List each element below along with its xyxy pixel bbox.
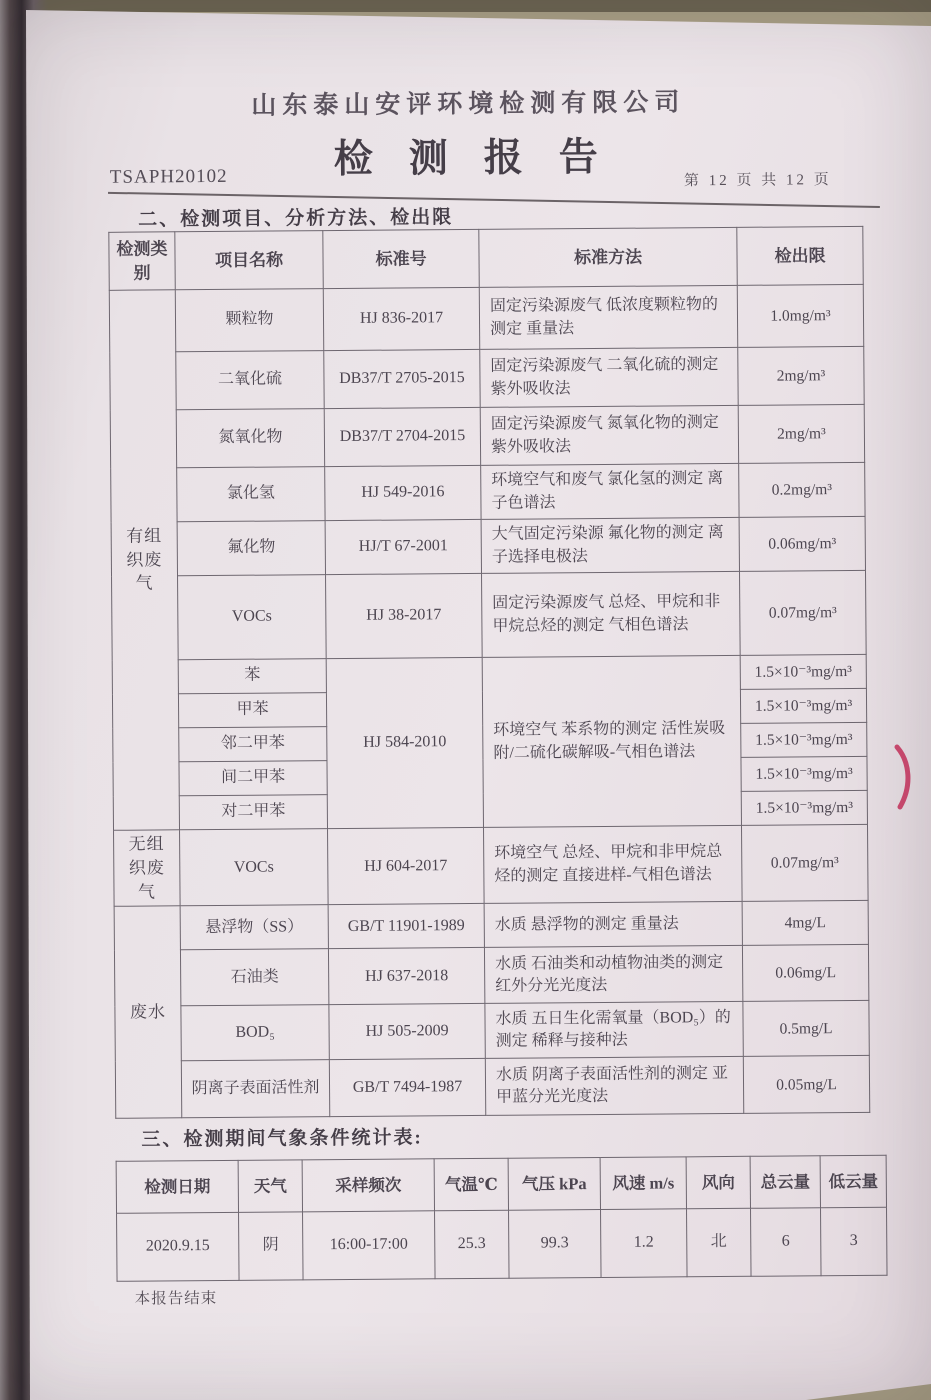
sampling-frequency-cell: 16:00-17:00 [303, 1211, 436, 1280]
col-header-pressure: 气压 kPa [508, 1157, 600, 1210]
col-header-limit: 检出限 [737, 226, 863, 285]
method-cell: 固定污染源废气 低浓度颗粒物的测定 重量法 [479, 285, 737, 349]
method-cell: 固定污染源废气 二氧化硫的测定 紫外吸收法 [480, 347, 738, 407]
standard-cell: HJ 637-2018 [328, 948, 484, 1005]
item-cell: VOCs [178, 575, 327, 660]
total-cloud-cell: 6 [751, 1208, 822, 1277]
weather-data-row [117, 1207, 888, 1281]
standard-cell: HJ 836-2017 [323, 287, 479, 350]
table-row [115, 1056, 869, 1119]
table-row [114, 945, 868, 1007]
item-cell: 氟化物 [177, 521, 325, 576]
col-header-method: 标准方法 [479, 227, 737, 287]
weather-conditions-table [116, 1155, 888, 1282]
method-cell: 大气固定污染源 氟化物的测定 离子选择电极法 [481, 517, 739, 573]
method-cell: 水质 石油类和动植物油类的测定 红外分光光度法 [484, 946, 742, 1004]
standard-cell-merged: HJ 584-2010 [326, 657, 483, 828]
item-cell: 苯 [178, 659, 326, 694]
limit-cell: 4mg/L [742, 901, 868, 946]
limit-cell: 0.07mg/m³ [741, 824, 868, 901]
method-cell: 环境空气和废气 氯化氢的测定 离子色谱法 [481, 463, 739, 519]
item-cell: 二氧化硫 [176, 351, 324, 410]
standard-cell: HJ 38-2017 [326, 573, 483, 658]
limit-cell: 0.07mg/m³ [739, 570, 866, 655]
col-header-standard: 标准号 [323, 229, 479, 288]
weather-cell: 阴 [239, 1212, 304, 1281]
col-header-sampling-frequency: 采样频次 [302, 1159, 434, 1212]
standard-cell: HJ/T 67-2001 [325, 519, 481, 574]
standard-cell: HJ 549-2016 [325, 465, 481, 520]
section3-heading: 三、检测期间气象条件统计表: [141, 1127, 423, 1151]
category-organized-exhaust: 有组织废气 [109, 290, 179, 831]
table-row [114, 901, 868, 951]
standard-cell: HJ 505-2009 [329, 1004, 485, 1060]
col-header-weather: 天气 [238, 1160, 302, 1213]
col-header-category: 检测类别 [109, 232, 175, 291]
item-cell: 邻二甲苯 [179, 727, 327, 762]
pressure-cell: 99.3 [509, 1209, 602, 1278]
wind-direction-cell: 北 [687, 1208, 752, 1277]
section2-heading: 二、检测项目、分析方法、检出限 [138, 207, 454, 231]
standard-cell: DB37/T 2705-2015 [324, 349, 480, 408]
item-cell: BOD₅ [181, 1005, 329, 1061]
table-row [115, 1001, 869, 1062]
col-header-item: 项目名称 [175, 231, 323, 290]
report-number: TSAPH20102 [109, 165, 228, 188]
item-cell: 悬浮物（SS） [180, 905, 328, 950]
limit-cell: 0.06mg/L [742, 945, 868, 1002]
limit-cell: 0.05mg/L [743, 1056, 869, 1114]
standard-cell: GB/T 11901-1989 [328, 904, 484, 949]
item-cell: 阴离子表面活性剂 [181, 1060, 329, 1118]
standard-cell: GB/T 7494-1987 [329, 1059, 485, 1117]
limit-cell: 0.06mg/m³ [739, 516, 865, 571]
low-cloud-cell: 3 [820, 1207, 887, 1276]
table-row [110, 404, 864, 468]
limit-cell: 2mg/m³ [738, 346, 864, 405]
table-header-row [109, 226, 863, 290]
report-title: 检测报告 [333, 135, 634, 182]
limit-cell: 1.5×10⁻³mg/m³ [740, 654, 866, 689]
table-row [112, 570, 867, 660]
method-cell: 环境空气 总烃、甲烷和非甲烷总烃的测定 直接进样-气相色谱法 [484, 825, 743, 903]
category-wastewater: 废水 [114, 906, 182, 1119]
company-name: 山东泰山安评环境检测有限公司 [251, 89, 686, 120]
date-cell: 2020.9.15 [117, 1212, 240, 1281]
wind-speed-cell: 1.2 [601, 1209, 688, 1278]
table-row [114, 824, 869, 906]
method-cell: 水质 悬浮物的测定 重量法 [484, 902, 742, 948]
col-header-date: 检测日期 [116, 1160, 238, 1213]
method-cell: 固定污染源废气 氮氧化物的测定 紫外吸收法 [480, 405, 738, 465]
temperature-cell: 25.3 [435, 1210, 510, 1279]
table-row [111, 516, 865, 576]
page-number: 第 12 页 共 12 页 [683, 172, 832, 190]
limit-cell: 1.5×10⁻³mg/m³ [741, 756, 867, 791]
method-cell: 水质 五日生化需氧量（BOD₅）的测定 稀释与接种法 [485, 1002, 743, 1059]
limit-cell: 1.5×10⁻³mg/m³ [741, 790, 867, 825]
limit-cell: 0.2mg/m³ [739, 462, 865, 517]
col-header-low-cloud: 低云量 [820, 1155, 886, 1208]
standard-cell: HJ 604-2017 [328, 827, 485, 905]
item-cell: 石油类 [180, 949, 328, 1006]
item-cell: 氯化氢 [177, 467, 325, 522]
table-row [110, 346, 864, 410]
item-cell: 间二甲苯 [179, 761, 327, 796]
col-header-total-cloud: 总云量 [750, 1156, 820, 1209]
category-unorganized-exhaust: 无组织废气 [114, 830, 181, 907]
limit-cell: 1.5×10⁻³mg/m³ [741, 722, 867, 757]
table-row [109, 284, 863, 352]
method-cell-merged: 环境空气 苯系物的测定 活性炭吸附/二硫化碳解吸-气相色谱法 [482, 655, 741, 827]
red-pen-mark [893, 744, 915, 810]
method-cell: 固定污染源废气 总烃、甲烷和非甲烷总烃的测定 气相色谱法 [482, 571, 741, 657]
limit-cell: 1.5×10⁻³mg/m³ [740, 688, 866, 723]
col-header-wind-direction: 风向 [686, 1156, 750, 1209]
item-cell: VOCs [180, 829, 329, 907]
report-end-note: 本报告结束 [134, 1290, 218, 1308]
detection-items-table [108, 226, 870, 1119]
item-cell: 颗粒物 [175, 289, 323, 352]
limit-cell: 2mg/m³ [738, 404, 864, 463]
weather-header-row [116, 1155, 886, 1213]
item-cell: 甲苯 [178, 693, 326, 728]
col-header-temperature: 气温℃ [434, 1158, 508, 1211]
standard-cell: DB37/T 2704-2015 [324, 407, 480, 466]
col-header-wind-speed: 风速 m/s [600, 1157, 686, 1210]
item-cell: 氮氧化物 [176, 409, 324, 468]
item-cell: 对二甲苯 [179, 795, 327, 830]
limit-cell: 0.5mg/L [743, 1001, 869, 1057]
limit-cell: 1.0mg/m³ [737, 284, 863, 347]
table-row [111, 462, 865, 522]
method-cell: 水质 阴离子表面活性剂的测定 亚甲蓝分光光度法 [485, 1057, 743, 1116]
